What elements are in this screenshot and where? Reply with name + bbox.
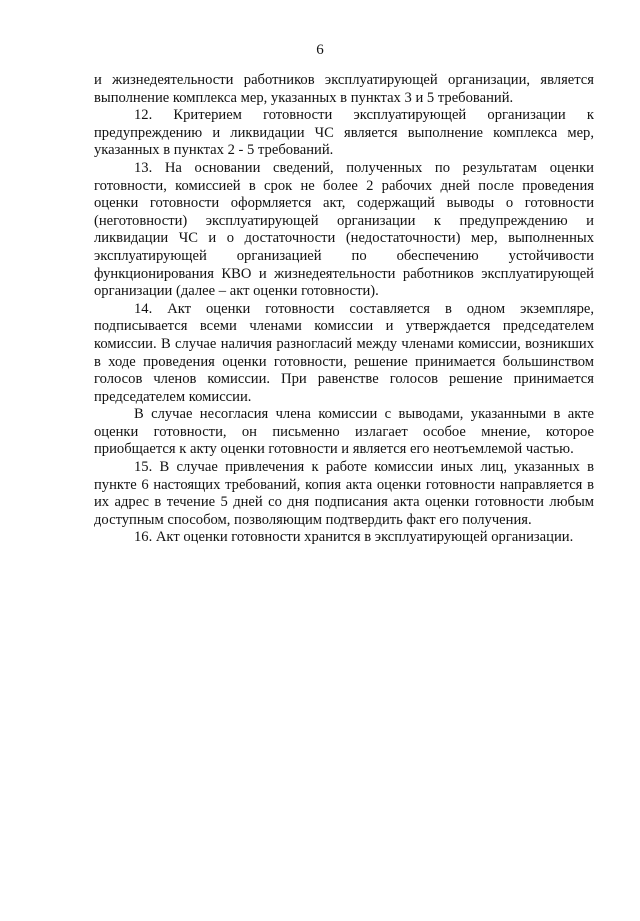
paragraph-item-13: 13. На основании сведений, полученных по результатам оценки готовности, комиссией в срок не более 2 рабочих дней после проведения оценки готовности оформляется акт, содержащий выводы о готовности (неготовности) эксплуатирующей организации к предупреждению и ликвидации ЧС и о достаточности (недостаточности) мер, выполненных эксплуатирующей организацией по обеспечению устойчивости функционирования КВО и жизнедеятельности работников эксплуатирующей организации (далее – акт оценки готовности). bbox=[94, 159, 594, 300]
page-number: 6 bbox=[316, 42, 324, 58]
paragraph-continuation: и жизнедеятельности работников эксплуатирующей организации, является выполнение комплекса мер, указанных в пунктах 3 и 5 требований. bbox=[94, 72, 594, 106]
paragraph-dissent: В случае несогласия члена комиссии с выводами, указанными в акте оценки готовности, он письменно излагает особое мнение, которое приобщается к акту оценки готовности и является его неотъемлемой частью. bbox=[94, 406, 594, 458]
paragraph-item-16: 16. Акт оценки готовности хранится в эксплуатирующей организации. bbox=[134, 529, 574, 546]
document-body bbox=[94, 72, 594, 547]
paragraph-item-12: 12. Критерием готовности эксплуатирующей организации к предупреждению и ликвидации ЧС является выполнение комплекса мер, указанных в пунктах 2 - 5 требований. bbox=[94, 107, 594, 159]
paragraph-item-14: 14. Акт оценки готовности составляется в одном экземпляре, подписывается всеми членами комиссии и утверждается председателем комиссии. В случае наличия разногласий между членами комиссии, возникших в ходе проведения оценки готовности, решение принимается большинством голосов членов комиссии. При равенстве голосов решение принимается председателем комиссии. bbox=[94, 300, 594, 405]
paragraph-item-15: 15. В случае привлечения к работе комиссии иных лиц, указанных в пункте 6 настоящих требований, копия акта оценки готовности направляется в их адрес в течение 5 дней со дня подписания акта оценки готовности любым доступным способом, позволяющим подтвердить факт его получения. bbox=[94, 459, 594, 528]
